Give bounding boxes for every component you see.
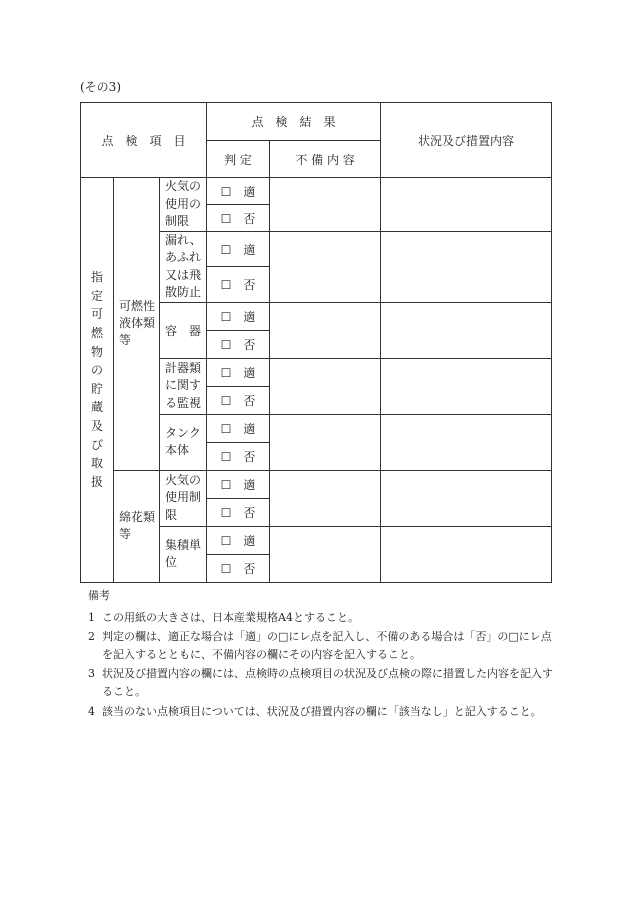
status-field[interactable] <box>381 358 552 414</box>
judge-ok-checkbox[interactable]: ☐ 適 <box>207 358 270 386</box>
item-label: 容 器 <box>160 302 207 358</box>
main-category: 指 定 可 燃 物 の 貯 蔵 及 び 取 扱 <box>81 178 114 583</box>
judge-ng-checkbox[interactable]: ☐ 否 <box>207 330 270 358</box>
header-defect: 不 備 内 容 <box>270 141 381 178</box>
judge-ok-checkbox[interactable]: ☐ 適 <box>207 178 270 205</box>
status-field[interactable] <box>381 302 552 358</box>
judge-ng-checkbox[interactable]: ☐ 否 <box>207 205 270 232</box>
judge-ng-checkbox[interactable]: ☐ 否 <box>207 442 270 470</box>
note-item: 3 状況及び措置内容の欄には、点検時の点検項目の状況及び点検の際に措置した内容を記入すること。 <box>88 667 553 698</box>
judge-ng-checkbox[interactable]: ☐ 否 <box>207 267 270 302</box>
group-name-cotton: 綿花類 等 <box>114 470 160 582</box>
defect-field[interactable] <box>270 526 381 582</box>
status-field[interactable] <box>381 414 552 470</box>
notes-title: 備考 <box>88 589 110 602</box>
judge-ok-checkbox[interactable]: ☐ 適 <box>207 232 270 267</box>
defect-field[interactable] <box>270 302 381 358</box>
defect-field[interactable] <box>270 414 381 470</box>
defect-field[interactable] <box>270 232 381 303</box>
group-name-liquids: 可燃性 液体類 等 <box>114 178 160 471</box>
note-item: 4 該当のない点検項目については、状況及び措置内容の欄に「該当なし」と記入すること。 <box>88 704 542 718</box>
status-field[interactable] <box>381 232 552 303</box>
defect-field[interactable] <box>270 178 381 232</box>
item-label: 計器類 に関す る監視 <box>160 358 207 414</box>
item-label: 火気の 使用制 限 <box>160 470 207 526</box>
header-status: 状況及び措置内容 <box>381 103 552 178</box>
judge-ng-checkbox[interactable]: ☐ 否 <box>207 386 270 414</box>
inspection-table <box>80 102 552 583</box>
note-item: 2 判定の欄は、適正な場合は「適」の□にレ点を記入し、不備のある場合は「否」の□にレ点を記入するとともに、不備内容の欄にその内容を記入すること。 <box>88 630 552 661</box>
header-result: 点 検 結 果 <box>207 103 381 141</box>
header-item: 点 検 項 目 <box>81 103 207 178</box>
status-field[interactable] <box>381 178 552 232</box>
status-field[interactable] <box>381 470 552 526</box>
defect-field[interactable] <box>270 358 381 414</box>
judge-ng-checkbox[interactable]: ☐ 否 <box>207 498 270 526</box>
judge-ok-checkbox[interactable]: ☐ 適 <box>207 470 270 498</box>
item-label: タンク 本体 <box>160 414 207 470</box>
judge-ok-checkbox[interactable]: ☐ 適 <box>207 526 270 554</box>
item-label: 火気の 使用の 制限 <box>160 178 207 232</box>
judge-ok-checkbox[interactable]: ☐ 適 <box>207 302 270 330</box>
notes <box>88 587 558 722</box>
judge-ok-checkbox[interactable]: ☐ 適 <box>207 414 270 442</box>
note-item: 1 この用紙の大きさは、日本産業規格A4とすること。 <box>88 610 359 624</box>
defect-field[interactable] <box>270 470 381 526</box>
judge-ng-checkbox[interactable]: ☐ 否 <box>207 554 270 582</box>
item-label: 漏れ、 あふれ 又は飛 散防止 <box>160 232 207 303</box>
header-judge: 判 定 <box>207 141 270 178</box>
page-label: (その3) <box>80 80 121 94</box>
item-label: 集積単 位 <box>160 526 207 582</box>
status-field[interactable] <box>381 526 552 582</box>
